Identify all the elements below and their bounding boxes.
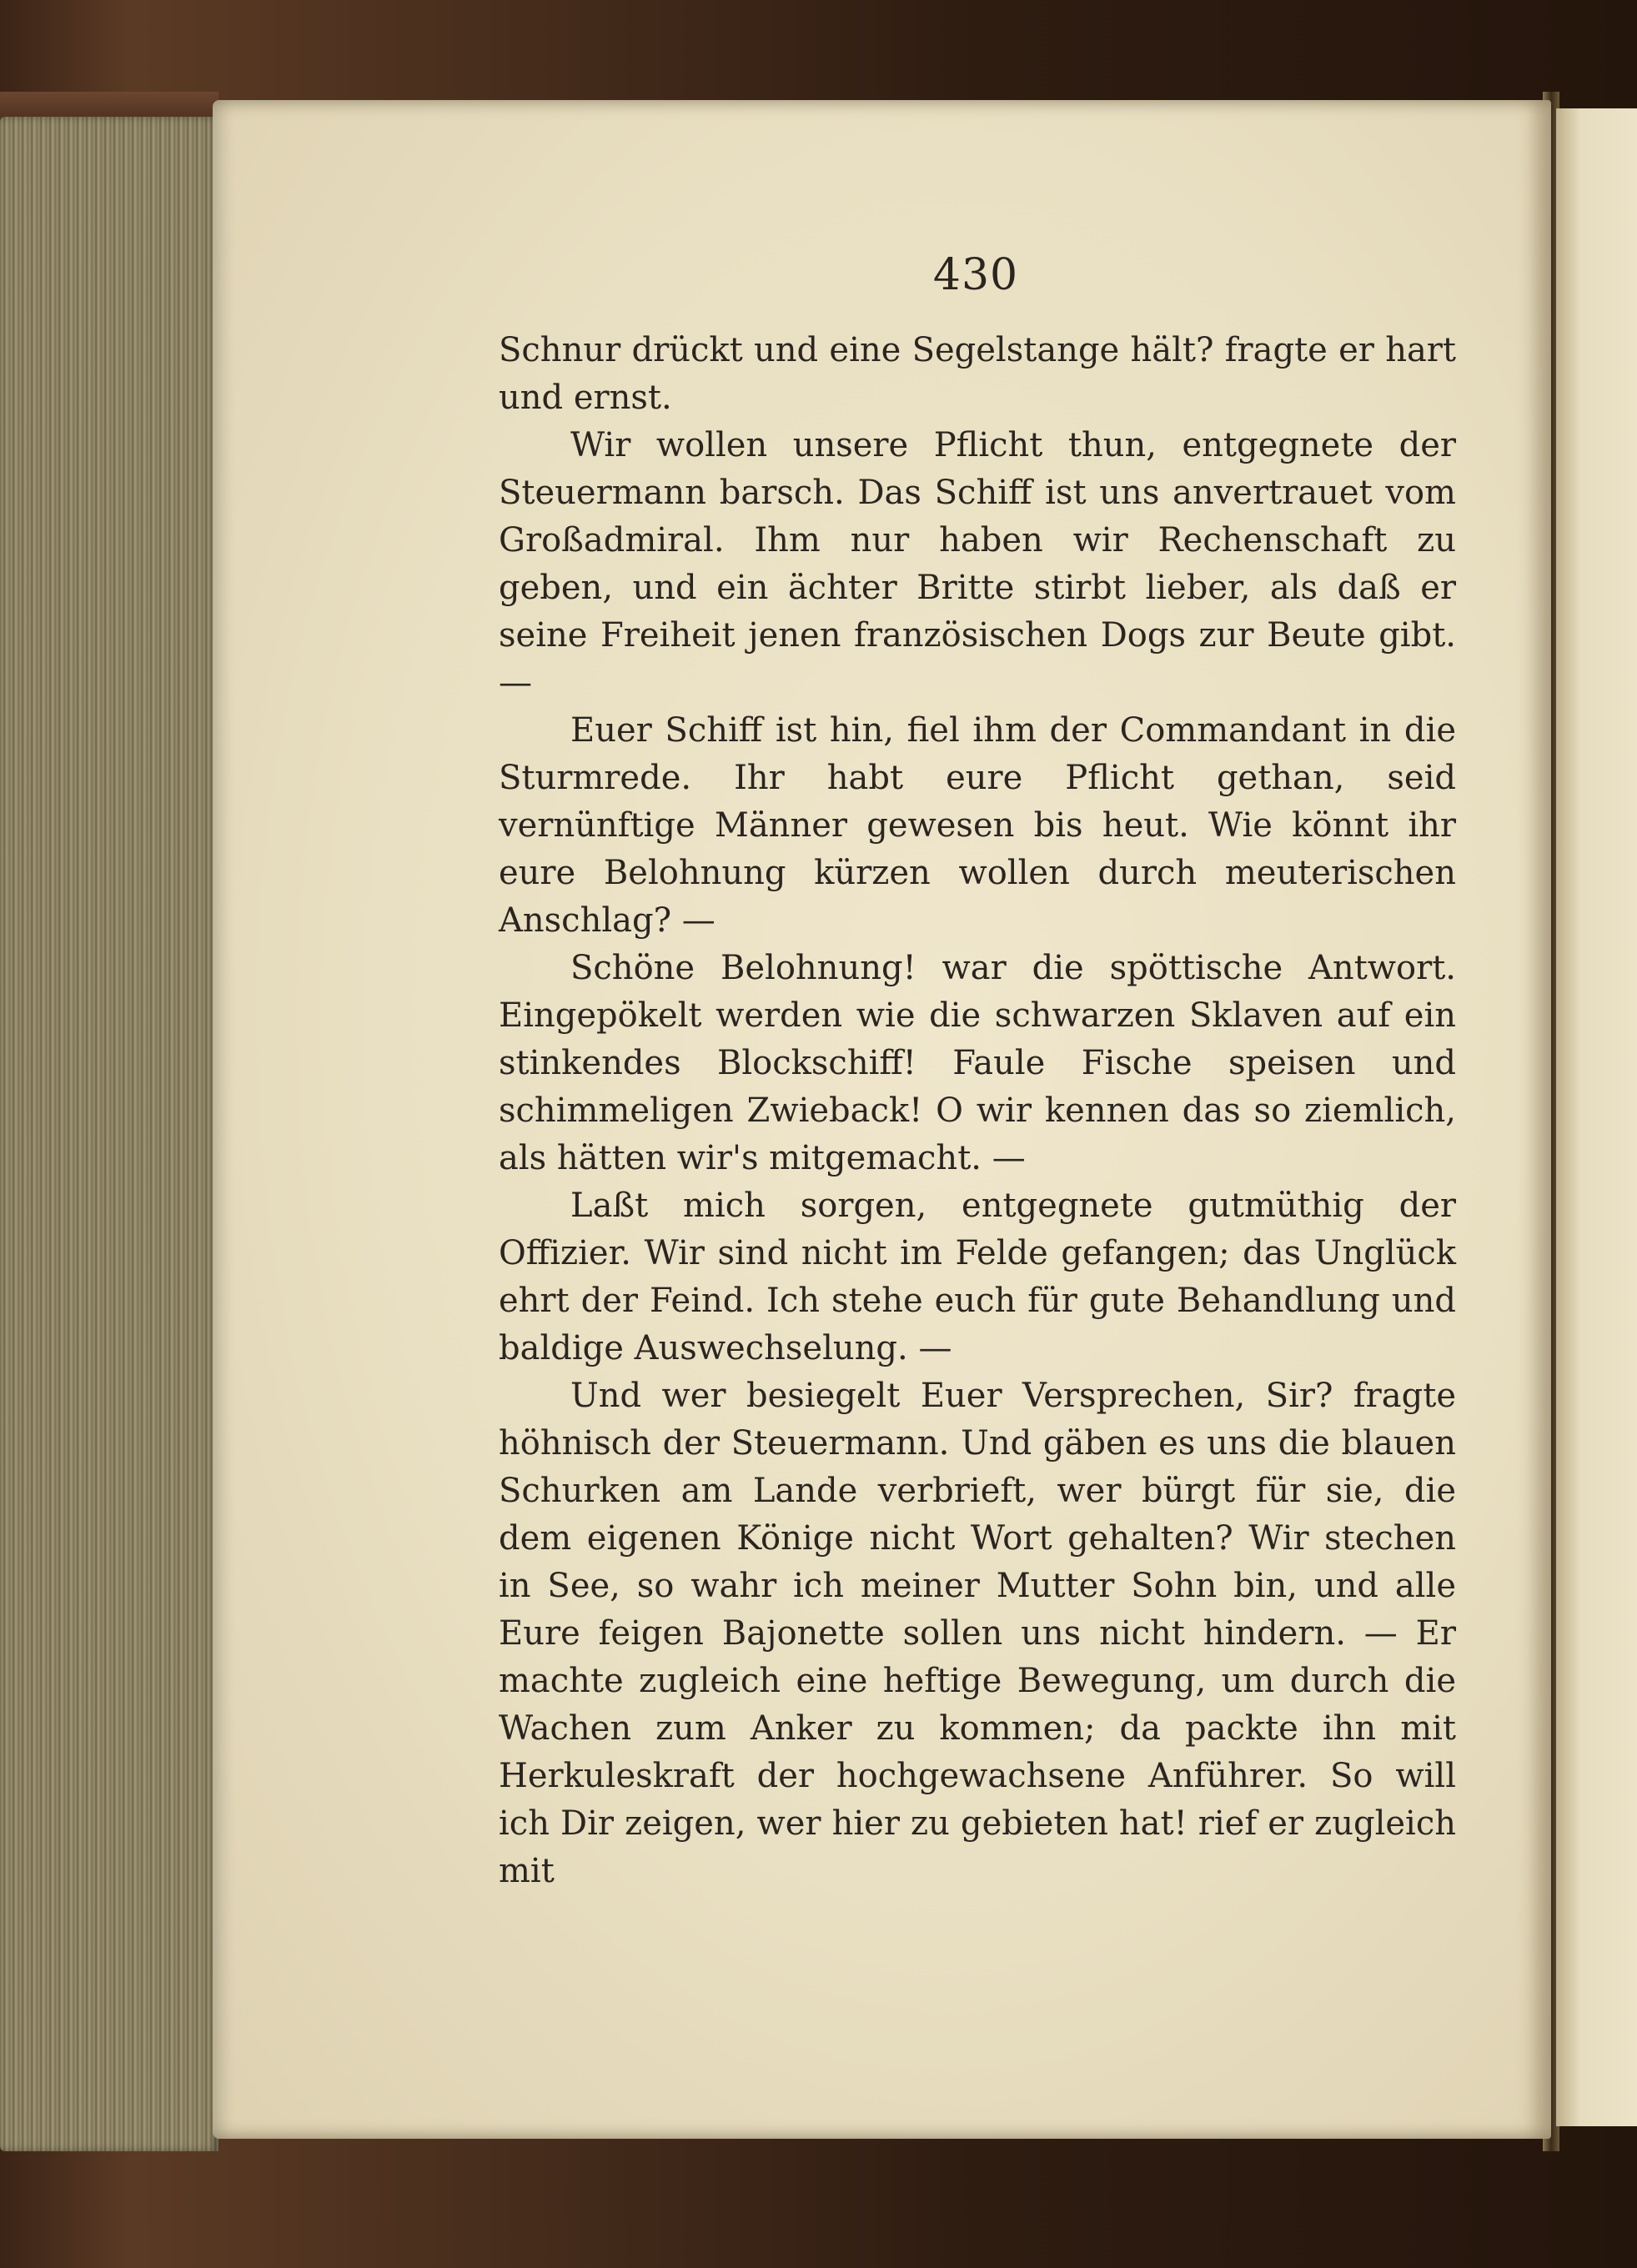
paragraph-1: Schnur drückt und eine Segelstange hält? fragte er hart und ernst. xyxy=(499,331,1456,417)
page-edges-stack xyxy=(0,117,218,2151)
page-number: 430 xyxy=(932,250,1019,300)
paragraph-5: Laßt mich sorgen, entgegnete gutmüthig der Offizier. Wir sind nicht im Felde gefangen; das Unglück ehrt der Feind. Ich stehe euch für gute Behandlung und baldige Auswechselung. — xyxy=(499,1187,1456,1367)
paragraph-6: Und wer besiegelt Euer Versprechen, Sir? fragte höhnisch der Steuermann. Und gäben es uns die blauen Schurken am Lande verbrieft, wer bürgt für sie, die dem eigenen Könige nicht Wort gehalten? Wir stechen in See, so wahr ich meiner Mutter Sohn bin, und alle Eure feigen Bajonette sollen uns nicht hindern. — Er machte zugleich eine heftige Bewegung, um durch die Wachen zum Anker zu kommen; da packte ihn mit Herkuleskraft der hochgewachsene Anführer. So will ich Dir zeigen, wer hier zu gebieten hat! rief er zugleich mit xyxy=(499,1377,1456,1890)
paragraph-3: Euer Schiff ist hin, fiel ihm der Commandant in die Sturmrede. Ihr habt eure Pflicht gethan, seid vernünftige Männer gewesen bis heut. Wie könnt ihr eure Belohnung kürzen wollen durch meuterischen Anschlag? — xyxy=(499,711,1456,940)
paragraph-2: Wir wollen unsere Pflicht thun, entgegnete der Steuermann barsch. Das Schiff ist uns anvertrauet vom Großadmiral. Ihm nur haben wir Rechenschaft zu geben, und ein ächter Britte stirbt lieber, als daß er seine Freiheit jenen französischen Dogs zur Beute gibt. — xyxy=(499,426,1456,702)
facing-page-edge xyxy=(1556,108,1637,2126)
paragraph-4: Schöne Belohnung! war die spöttische Antwort. Eingepökelt werden wie die schwarzen Sklaven auf ein stinkendes Blockschiff! Faule Fische speisen und schimmeligen Zwieback! O wir kennen das so ziemlich, als hätten wir's mitgemacht. — xyxy=(499,949,1456,1177)
page-text xyxy=(499,327,1456,1895)
